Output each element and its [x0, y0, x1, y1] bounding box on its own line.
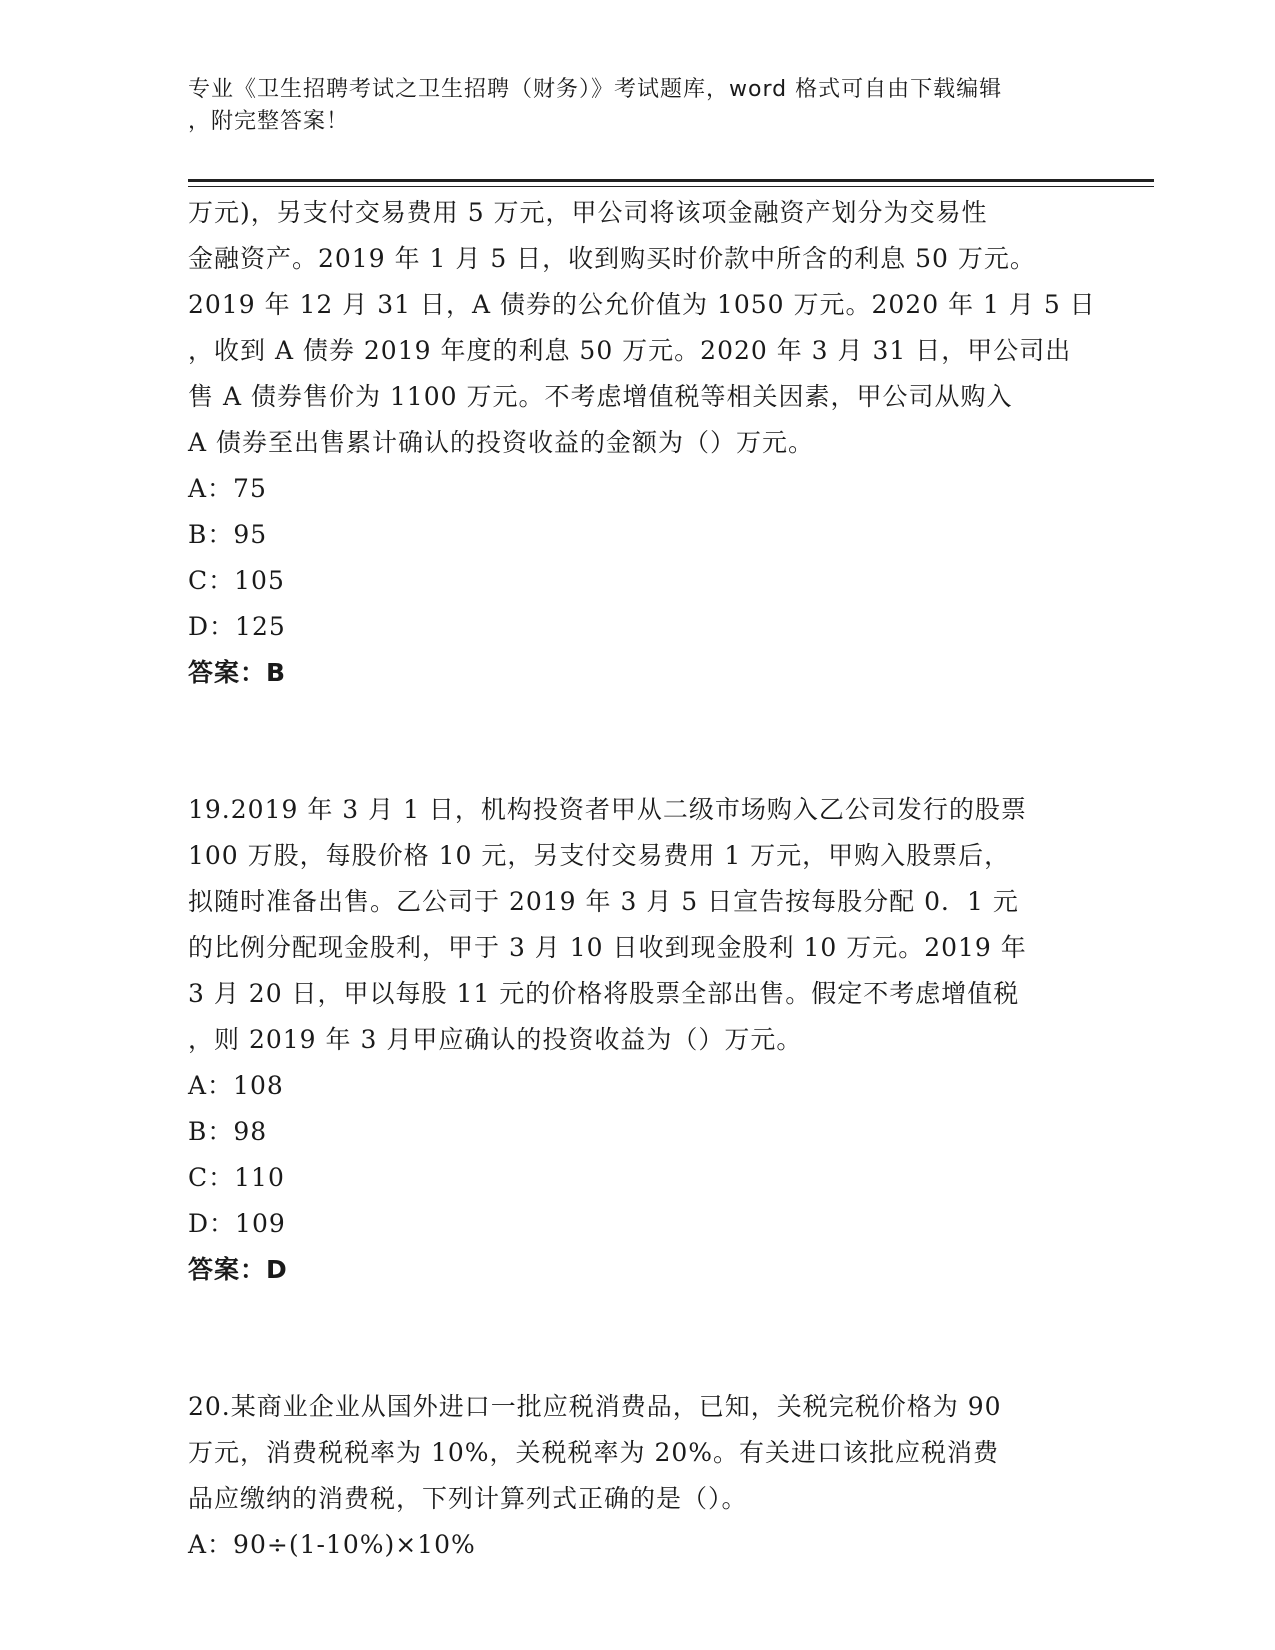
question-text-line: 售 A 债券售价为 1100 万元。不考虑增值税等相关因素，甲公司从购入 — [188, 382, 1013, 411]
question-text-line: 万元，消费税税率为 10%，关税税率为 20%。有关进口该批应税消费 — [188, 1438, 1000, 1467]
header-title-line-1: 专业《卫生招聘考试之卫生招聘（财务）》考试题库，word 格式可自由下载编辑 — [188, 77, 1003, 102]
question-18-block — [188, 190, 1096, 696]
question-spacer — [188, 1293, 1088, 1384]
option-b: B：95 — [188, 520, 268, 549]
question-20-block — [188, 1384, 1088, 1568]
answer-label: 答案：B — [188, 658, 287, 687]
header-title-line-2: ，附完整答案！ — [188, 109, 350, 134]
option-a: A：75 — [188, 474, 267, 503]
question-text-line: 品应缴纳的消费税，下列计算列式正确的是（）。 — [188, 1484, 748, 1513]
question-text-line: 万元)，另支付交易费用 5 万元，甲公司将该项金融资产划分为交易性 — [188, 198, 988, 227]
question-content — [188, 190, 1096, 1568]
question-text-line: 19.2019 年 3 月 1 日，机构投资者甲从二级市场购入乙公司发行的股票 — [188, 795, 1027, 824]
question-text-line: ，收到 A 债券 2019 年度的利息 50 万元。2020 年 3 月 31 日，甲公司出 — [188, 336, 1072, 365]
question-text-line: 的比例分配现金股利，甲于 3 月 10 日收到现金股利 10 万元。2019 年 — [188, 933, 1027, 962]
answer-label: 答案：D — [188, 1255, 288, 1284]
question-text-line: 100 万股，每股价格 10 元，另支付交易费用 1 万元，甲购入股票后， — [188, 841, 1011, 870]
question-19-block — [188, 787, 1088, 1293]
question-text-line: 20.某商业企业从国外进口一批应税消费品，已知，关税完税价格为 90 — [188, 1392, 1002, 1421]
option-c: C：110 — [188, 1163, 285, 1192]
question-text-line: 拟随时准备出售。乙公司于 2019 年 3 月 5 日宣告按每股分配 0．1 元 — [188, 887, 1019, 916]
question-text-line: 金融资产。2019 年 1 月 5 日，收到购买时价款中所含的利息 50 万元。 — [188, 244, 1036, 273]
option-d: D：125 — [188, 612, 286, 641]
question-text-line: ，则 2019 年 3 月甲应确认的投资收益为（）万元。 — [188, 1025, 803, 1054]
option-a: A：90÷(1-10%)×10% — [188, 1530, 476, 1559]
header-divider-thick — [188, 179, 1154, 182]
option-b: B：98 — [188, 1117, 268, 1146]
question-text-line: 2019 年 12 月 31 日，A 债券的公允价值为 1050 万元。2020 年 1 月 5 日 — [188, 290, 1096, 319]
option-a: A：108 — [188, 1071, 284, 1100]
document-header — [188, 74, 1088, 138]
option-d: D：109 — [188, 1209, 286, 1238]
question-text-line: A 债券至出售累计确认的投资收益的金额为（）万元。 — [188, 428, 815, 457]
question-spacer — [188, 696, 1088, 787]
header-divider-thin — [188, 186, 1154, 187]
question-text-line: 3 月 20 日，甲以每股 11 元的价格将股票全部出售。假定不考虑增值税 — [188, 979, 1020, 1008]
option-c: C：105 — [188, 566, 285, 595]
